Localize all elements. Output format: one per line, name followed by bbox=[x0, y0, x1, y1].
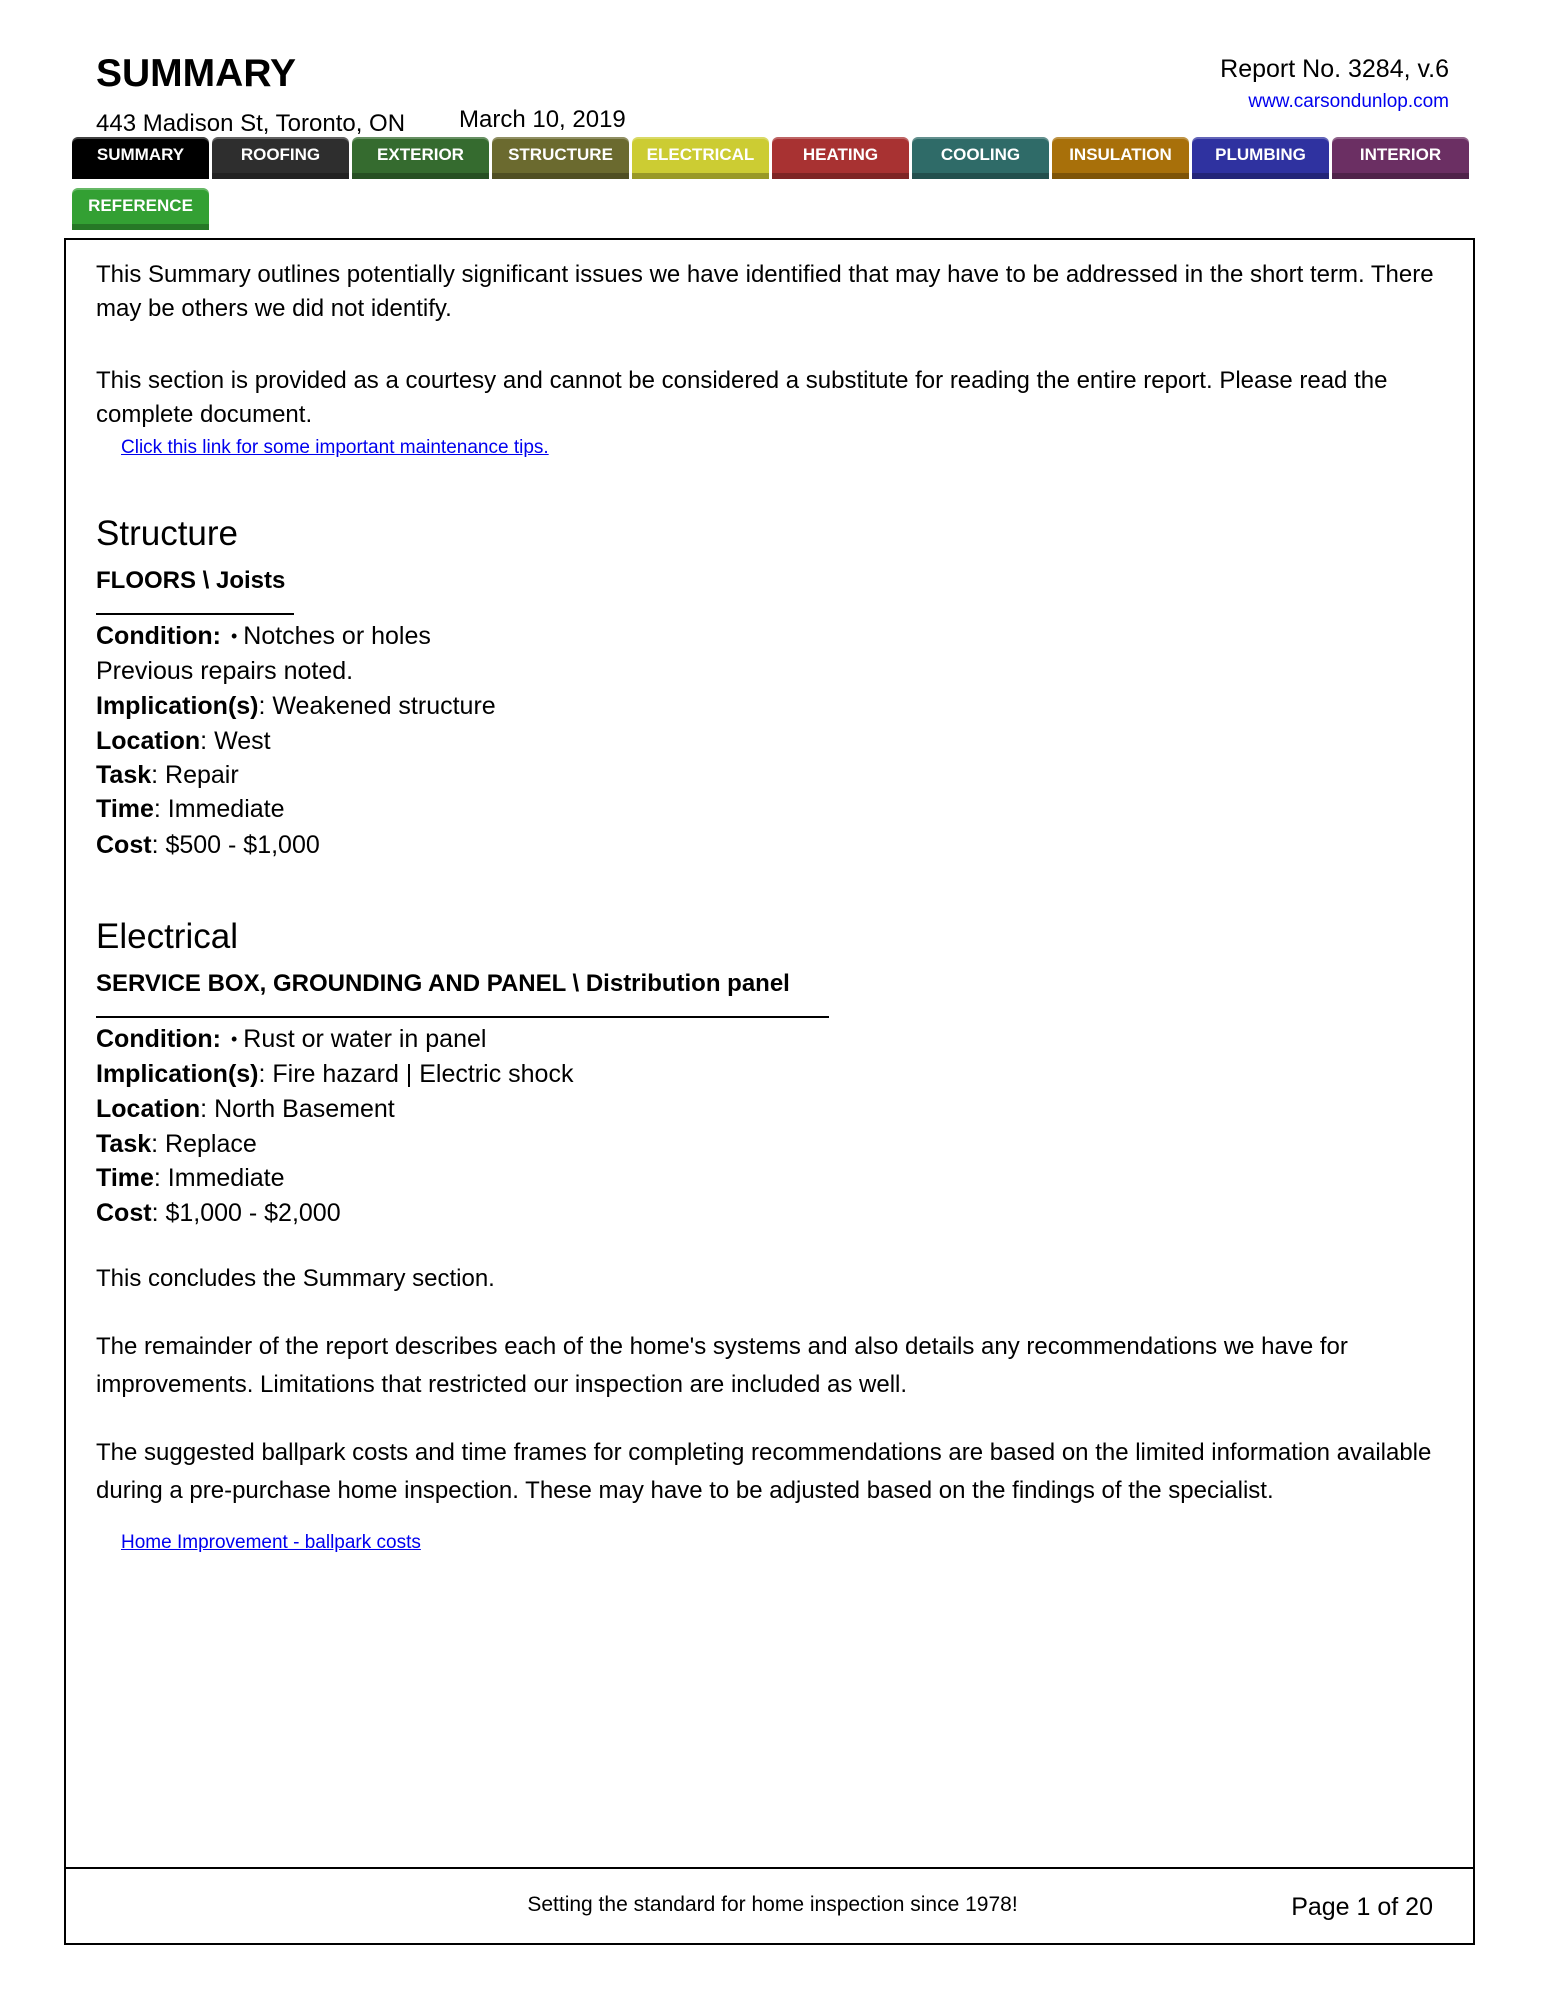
bullet-icon: • bbox=[230, 626, 238, 646]
electrical-divider bbox=[96, 1016, 829, 1018]
time-label: Time bbox=[96, 1164, 154, 1192]
tab-summary[interactable]: SUMMARY bbox=[72, 137, 209, 179]
maintenance-tips-link[interactable]: Click this link for some important maintenance tips. bbox=[121, 437, 549, 458]
location-value: : West bbox=[200, 727, 271, 755]
structure-location bbox=[96, 727, 271, 756]
electrical-cost bbox=[96, 1199, 341, 1228]
electrical-section-title: Electrical bbox=[96, 917, 238, 956]
electrical-location bbox=[96, 1095, 395, 1124]
task-label: Task bbox=[96, 1130, 152, 1158]
location-label: Location bbox=[96, 727, 201, 755]
tab-insulation[interactable]: INSULATION bbox=[1052, 137, 1189, 179]
property-address: 443 Madison St, Toronto, ON bbox=[96, 110, 406, 137]
electrical-task bbox=[96, 1130, 257, 1159]
cost-label: Cost bbox=[96, 1199, 152, 1227]
cost-value: : $500 - $1,000 bbox=[151, 831, 320, 859]
implication-label: Implication(s) bbox=[96, 692, 259, 720]
tab-interior[interactable]: INTERIOR bbox=[1332, 137, 1469, 179]
bullet-icon: • bbox=[230, 1029, 238, 1049]
structure-implication bbox=[96, 692, 496, 721]
time-label: Time bbox=[96, 795, 154, 823]
tab-heating[interactable]: HEATING bbox=[772, 137, 909, 179]
structure-time bbox=[96, 795, 285, 824]
tab-reference[interactable]: REFERENCE bbox=[72, 188, 209, 230]
cost-value: : $1,000 - $2,000 bbox=[151, 1199, 341, 1227]
task-value: : Repair bbox=[151, 761, 239, 789]
tab-structure[interactable]: STRUCTURE bbox=[492, 137, 629, 179]
condition-label: Condition: bbox=[96, 1025, 221, 1053]
closing-paragraph-2: The remainder of the report describes each of the home's systems and also details any recommendations we have for improvements. Limitations that restricted our inspection are included as well. bbox=[96, 1333, 1348, 1398]
condition-label: Condition: bbox=[96, 622, 221, 650]
condition-value: Notches or holes bbox=[243, 622, 431, 650]
report-date: March 10, 2019 bbox=[459, 106, 626, 133]
structure-cost bbox=[96, 831, 320, 860]
page-number: Page 1 of 20 bbox=[1291, 1893, 1433, 1921]
electrical-implication bbox=[96, 1060, 573, 1089]
page-title: SUMMARY bbox=[96, 52, 297, 95]
website-link[interactable]: www.carsondunlop.com bbox=[1248, 91, 1449, 112]
closing-paragraph-3: The suggested ballpark costs and time frames for completing recommendations are based on the limited information available during a pre-purchase home inspection. These may have to be adjusted based on the findings of the specialist. bbox=[96, 1439, 1432, 1504]
tab-cooling[interactable]: COOLING bbox=[912, 137, 1049, 179]
intro-paragraph-1: This Summary outlines potentially significant issues we have identified that may have to be addressed in the short term. There may be others we did not identify. bbox=[96, 261, 1434, 322]
ballpark-costs-link[interactable]: Home Improvement - ballpark costs bbox=[121, 1532, 421, 1553]
report-number: Report No. 3284, v.6 bbox=[1220, 55, 1449, 83]
electrical-time bbox=[96, 1164, 285, 1193]
footer-divider bbox=[64, 1867, 1475, 1869]
implication-value: : Weakened structure bbox=[258, 692, 496, 720]
structure-section-title: Structure bbox=[96, 514, 238, 553]
tab-exterior[interactable]: EXTERIOR bbox=[352, 137, 489, 179]
condition-value: Rust or water in panel bbox=[243, 1025, 487, 1053]
time-value: : Immediate bbox=[153, 795, 285, 823]
intro-paragraph-2: This section is provided as a courtesy and cannot be considered a substitute for reading the entire report. Please read the complete document. bbox=[96, 367, 1388, 428]
tab-roofing[interactable]: ROOFING bbox=[212, 137, 349, 179]
implication-label: Implication(s) bbox=[96, 1060, 259, 1088]
structure-subhead: FLOORS \ Joists bbox=[96, 567, 286, 594]
tab-electrical[interactable]: ELECTRICAL bbox=[632, 137, 769, 179]
electrical-condition bbox=[96, 1025, 486, 1054]
implication-value: : Fire hazard | Electric shock bbox=[258, 1060, 574, 1088]
content-frame bbox=[64, 238, 1475, 1945]
tab-plumbing[interactable]: PLUMBING bbox=[1192, 137, 1329, 179]
structure-condition bbox=[96, 622, 431, 651]
location-value: : North Basement bbox=[200, 1095, 395, 1123]
structure-task bbox=[96, 761, 239, 790]
cost-label: Cost bbox=[96, 831, 152, 859]
time-value: : Immediate bbox=[153, 1164, 285, 1192]
task-label: Task bbox=[96, 761, 152, 789]
electrical-subhead: SERVICE BOX, GROUNDING AND PANEL \ Distribution panel bbox=[96, 970, 790, 997]
closing-paragraph-1: This concludes the Summary section. bbox=[96, 1265, 495, 1292]
location-label: Location bbox=[96, 1095, 201, 1123]
task-value: : Replace bbox=[151, 1130, 257, 1158]
structure-divider bbox=[96, 613, 294, 615]
footer-tagline: Setting the standard for home inspection since 1978! bbox=[527, 1893, 1018, 1916]
structure-note: Previous repairs noted. bbox=[96, 657, 354, 685]
